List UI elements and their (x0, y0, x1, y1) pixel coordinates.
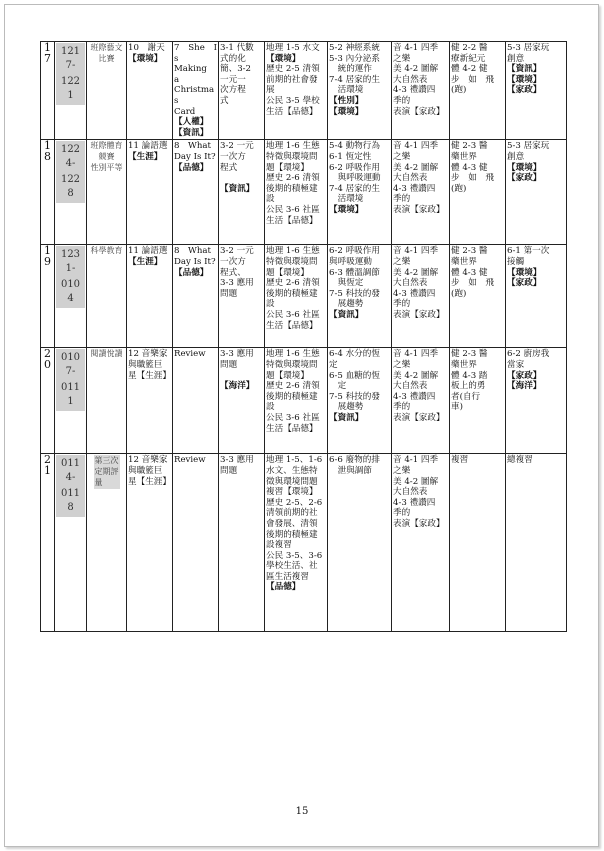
tech-cell (506, 245, 567, 348)
cell-line: 後期的積極建 (266, 529, 318, 540)
cell-line: 3-3 應用 (220, 278, 254, 289)
cell-line: 與呼吸運動 (329, 256, 372, 267)
cell-line: 【環境】 (329, 204, 364, 215)
cell-line: 表演【家政】 (393, 412, 445, 423)
event-text (88, 141, 125, 173)
cell-line: 藥世界 (451, 256, 477, 267)
cell-line: 水文、生態特 (266, 465, 318, 476)
cell-line: (跑) (451, 85, 467, 96)
event-text (94, 455, 120, 489)
school-event (87, 140, 127, 245)
cell-line: 地理 1-5 水文 (266, 43, 320, 53)
week-row (41, 245, 567, 348)
cell-line: 歷史 2-6 清領 (266, 278, 320, 289)
social-cell (265, 245, 328, 348)
cell-line: 【資訊】 (329, 412, 364, 423)
week-row (41, 454, 567, 632)
cell-line: 5-3 居家玩 (507, 141, 550, 152)
cell-line: 地理 1-6 生態 (266, 141, 320, 152)
cell-line: 當家 (507, 359, 525, 370)
cell-line: 6-2 呼吸作用 (329, 246, 380, 257)
math-cell (219, 245, 265, 348)
date-line: 0114- (60, 458, 81, 484)
cell-line: 藥世界 (451, 151, 477, 162)
cell-line: 【環境】 (128, 53, 163, 64)
health-cell (450, 348, 506, 454)
date-line: 1224- (60, 144, 81, 170)
date-range (55, 245, 87, 348)
tech-cell (506, 140, 567, 245)
cell-line: 之樂 (393, 465, 411, 476)
math-cell (219, 42, 265, 140)
cell-line: 5-3 內分泌系 (329, 53, 380, 64)
social-cell (265, 348, 328, 454)
cell-line: 之樂 (393, 359, 411, 370)
cell-line: 表演【家政】 (393, 309, 445, 320)
cell-line: 生活【品德】 (266, 106, 318, 117)
cell-line: 4-3 禮讚四 (393, 288, 436, 299)
science-cell (328, 140, 392, 245)
cell-line: Christmas (174, 85, 215, 106)
cell-line: 【環境】 (329, 106, 364, 117)
date-highlight (56, 141, 85, 203)
arts-cell (392, 454, 450, 632)
arts-cell (392, 245, 450, 348)
cell-line: 7-4 居家的生 (329, 74, 380, 85)
cell-line: 【環境】 (266, 53, 301, 64)
cell-line: 7 She Is (174, 43, 217, 64)
cell-line: 7-5 科技的發 (329, 288, 380, 299)
cell-line: 【人權】 (174, 117, 209, 128)
cell-line: (跑) (451, 183, 467, 194)
cell-line: 區生活複習 (266, 571, 309, 582)
week-number: 21 (41, 454, 55, 632)
cell-line: 【海洋】 (507, 381, 542, 392)
cell-line: 5-2 神經系統 (329, 43, 380, 53)
english-cell (173, 42, 219, 140)
cell-line: 3-2 一元 (220, 141, 254, 152)
cell-line: 【環境】 (507, 74, 542, 85)
cell-line: Day Is It? (174, 256, 216, 267)
event-line: 科學教育 (90, 246, 123, 256)
tech-cell (506, 348, 567, 454)
cell-line: 題【環境】 (266, 162, 309, 173)
cell-line: 之樂 (393, 151, 411, 162)
cell-line: 6-1 恆定性 (329, 151, 372, 162)
page-number: 15 (295, 806, 309, 817)
health-cell (450, 42, 506, 140)
event-text (88, 246, 125, 257)
cell-line: 【品德】 (266, 582, 301, 593)
cell-line: 定 (329, 359, 338, 370)
cell-line: 接觸 (507, 256, 525, 267)
date-line: 0107- (60, 352, 81, 378)
date-line: 1231- (60, 249, 81, 275)
cell-line: 題【環境】 (266, 370, 309, 381)
event-line: 量 (94, 477, 103, 487)
cell-line: 與呼吸運動 (329, 173, 381, 184)
math-cell (219, 348, 265, 454)
cell-line: 3-3 應用 (220, 349, 254, 360)
cell-line: 複習 (451, 455, 469, 466)
cell-line: 美 4-2 圖解 (393, 267, 439, 278)
cell-line: 5-4 動物行為 (329, 141, 380, 152)
cell-line: 創意 (507, 151, 525, 162)
cell-line: 創意 (507, 53, 525, 64)
cell-line: 展趨勢 (329, 402, 364, 413)
cell-line: 音 4-1 四季 (393, 455, 439, 466)
cell-line: 6-1 第一次 (507, 246, 550, 257)
cell-line: 步 如 飛 (451, 173, 494, 184)
school-event (87, 42, 127, 140)
cell-line: 5-3 居家玩 (507, 43, 550, 53)
event-line: 第三次 (94, 456, 119, 466)
cell-line: 6-2 廚房我 (507, 349, 550, 360)
cell-line: 【家政】 (507, 85, 542, 96)
event-line: 定期評 (94, 466, 119, 476)
cell-line: 美 4-2 圖解 (393, 476, 439, 487)
week-row (41, 348, 567, 454)
cell-line: 健 2-2 醫 (451, 43, 488, 53)
cell-line: 歷史 2-5、2-6 (266, 497, 323, 508)
date-line: 1217- (60, 46, 81, 71)
cell-line: 展趨勢 (329, 299, 364, 310)
cell-line (220, 371, 263, 382)
cell-line: 車) (451, 402, 463, 413)
cell-line: 設 (266, 194, 275, 205)
cell-line: 【生涯】 (128, 256, 163, 267)
cell-line: 音 4-1 四季 (393, 349, 439, 360)
cell-line: 6-6 廢物的排 (329, 455, 380, 466)
cell-line: 後期的積極建 (266, 183, 318, 194)
cell-line: 一次方 (220, 256, 246, 267)
chinese-cell (127, 454, 173, 632)
cell-line: 12 音樂家 (128, 455, 168, 466)
cell-line: 【品德】 (174, 162, 209, 173)
cell-line: 設 (266, 299, 275, 310)
cell-line: 生活【品德】 (266, 215, 318, 226)
science-cell (328, 454, 392, 632)
cell-line: 後期的積極建 (266, 391, 318, 402)
date-highlight (56, 349, 85, 411)
cell-line: 【資訊】 (329, 309, 364, 320)
date-line: 1228 (60, 174, 81, 200)
arts-cell (392, 140, 450, 245)
chinese-cell (127, 245, 173, 348)
arts-cell (392, 42, 450, 140)
cell-line: 療新紀元 (451, 53, 486, 64)
english-cell (173, 245, 219, 348)
cell-line: 與職籃巨 (128, 359, 163, 370)
cell-line: 12 音樂家 (128, 349, 168, 360)
cell-line: 8 What (174, 246, 212, 257)
event-line: 班際體育 (90, 141, 123, 151)
cell-line: (跑) (451, 288, 467, 299)
english-cell (173, 140, 219, 245)
date-line: 0104 (60, 279, 81, 305)
date-range (55, 140, 87, 245)
chinese-cell (127, 140, 173, 245)
date-line: 1221 (60, 76, 81, 101)
cell-line: 之樂 (393, 53, 411, 64)
cell-line: 體 4-2 健 (451, 64, 488, 75)
school-event (87, 454, 127, 632)
cell-line: 公民 3-6 社區 (266, 309, 320, 320)
cell-line: 程式、 (220, 267, 246, 278)
date-range (55, 348, 87, 454)
cell-line: 會發展、清領 (266, 518, 318, 529)
cell-line: 展 (266, 85, 275, 96)
cell-line: 總複習 (507, 455, 533, 466)
cell-line: 11 論語選 (128, 246, 168, 257)
cell-line: 活環境 (329, 85, 364, 96)
cell-line: 體 4-3 健 (451, 162, 488, 173)
cell-line: 板上的勇 (451, 381, 486, 392)
tech-cell (506, 42, 567, 140)
cell-line: 大自然表 (393, 487, 428, 498)
date-highlight (56, 43, 85, 105)
date-highlight (56, 246, 85, 308)
cell-line: 與恆定 (329, 278, 364, 289)
cell-line: 式 (220, 95, 229, 106)
cell-line: 學校生活、社 (266, 561, 318, 572)
cell-line: 泄與調節 (329, 465, 372, 476)
cell-line: 7-5 科技的發 (329, 391, 380, 402)
cell-line: 4-3 禮讚四 (393, 85, 436, 96)
cell-line: 表演【家政】 (393, 204, 445, 215)
social-cell (265, 140, 328, 245)
event-text (88, 349, 125, 360)
school-event (87, 245, 127, 348)
cell-line: 之樂 (393, 256, 411, 267)
cell-line: 【資訊】 (174, 127, 209, 138)
tech-cell (506, 454, 567, 632)
cell-line: 歷史 2-6 清領 (266, 173, 320, 184)
cell-line: 設複習 (266, 540, 292, 551)
date-line: 0111 (60, 382, 81, 408)
cell-line: 一元一 (220, 74, 246, 85)
cell-line: 【家政】 (507, 370, 542, 381)
cell-line: 大自然表 (393, 173, 428, 184)
week-row (41, 42, 567, 140)
science-cell (328, 348, 392, 454)
week-row (41, 140, 567, 245)
date-line: 0118 (60, 488, 81, 514)
cell-line: Review (174, 349, 206, 360)
cell-line: 10 謝天 (128, 43, 165, 53)
cell-line: 【海洋】 (220, 381, 255, 392)
cell-line: 生活【品德】 (266, 320, 318, 331)
cell-line: 活環境 (329, 194, 364, 205)
cell-line: 步 如 飛 (451, 278, 494, 289)
english-cell (173, 454, 219, 632)
cell-line: 季的 (393, 95, 411, 106)
cell-line: 6-2 呼吸作用 (329, 162, 380, 173)
cell-line: 地理 1-5、1-6 (266, 455, 323, 466)
cell-line: 統的運作 (329, 64, 372, 75)
cell-line: 季的 (393, 194, 411, 205)
cell-line: 歷史 2-5 清領 (266, 64, 320, 75)
cell-line: 複習【環境】 (266, 487, 318, 498)
arts-cell (392, 348, 450, 454)
cell-line: 生活【品德】 (266, 423, 318, 434)
event-text (88, 43, 125, 64)
cell-line: 【環境】 (507, 162, 542, 173)
cell-line: 問題 (220, 288, 238, 299)
cell-line: 特徵與環境問 (266, 359, 318, 370)
school-event (87, 348, 127, 454)
social-cell (265, 42, 328, 140)
cell-line: 3-2 一元 (220, 246, 254, 257)
cell-line: 歷史 2-6 清領 (266, 381, 320, 392)
cell-line: 者(自行 (451, 391, 481, 402)
event-line: 班際藝文 (90, 43, 123, 52)
event-line: 競賽 (98, 151, 115, 161)
cell-line: 美 4-2 圖解 (393, 64, 439, 75)
cell-line: 星【生涯】 (128, 370, 171, 381)
cell-line: 公民 3-6 社區 (266, 412, 320, 423)
cell-line: 問題 (220, 465, 238, 476)
science-cell (328, 245, 392, 348)
cell-line: 6-3 體溫調節 (329, 267, 380, 278)
math-cell (219, 140, 265, 245)
cell-line: 前期的社會發 (266, 74, 318, 85)
cell-line: 【性別】 (329, 95, 364, 106)
health-cell (450, 140, 506, 245)
cell-line: 6-5 血糖的恆 (329, 370, 380, 381)
cell-line: 【品德】 (174, 267, 209, 278)
health-cell (450, 245, 506, 348)
cell-line: Review (174, 455, 206, 466)
english-cell (173, 348, 219, 454)
event-line: 閱讀悅讀 (90, 349, 123, 359)
cell-line: 大自然表 (393, 74, 428, 85)
cell-line: 表演【家政】 (393, 106, 445, 117)
cell-line: 11 論語選 (128, 141, 168, 152)
cell-line: 季的 (393, 299, 411, 310)
cell-line: 特徵與環境問 (266, 256, 318, 267)
cell-line: 公民 3-6 社區 (266, 204, 320, 215)
cell-line: 季的 (393, 402, 411, 413)
cell-line: 步 如 飛 (451, 74, 494, 85)
cell-line: 體 4-3 健 (451, 267, 488, 278)
cell-line: 星【生涯】 (128, 476, 171, 487)
cell-line: 【家政】 (507, 278, 542, 289)
cell-line: 大自然表 (393, 278, 428, 289)
cell-line: 美 4-2 圖解 (393, 370, 439, 381)
cell-line: 特徵與環境問 (266, 151, 318, 162)
science-cell (328, 42, 392, 140)
cell-line: 設 (266, 402, 275, 413)
cell-line: 美 4-2 圖解 (393, 162, 439, 173)
cell-line: 地理 1-6 生態 (266, 246, 320, 257)
chinese-cell (127, 42, 173, 140)
cell-line: 4-3 禮讚四 (393, 391, 436, 402)
cell-line: 簡、3-2 (220, 64, 252, 75)
week-number: 20 (41, 348, 55, 454)
week-number: 18 (41, 140, 55, 245)
cell-line: Card (174, 106, 196, 117)
cell-line: 式的化 (220, 53, 246, 64)
cell-line: 音 4-1 四季 (393, 43, 439, 53)
cell-line: 公民 3-5 學校 (266, 95, 320, 106)
date-highlight (56, 455, 85, 517)
cell-line: 健 2-3 醫 (451, 349, 488, 360)
cell-line: 【資訊】 (220, 183, 255, 194)
health-cell (450, 454, 506, 632)
cell-line: 次方程 (220, 85, 246, 96)
cell-line: 健 2-3 醫 (451, 141, 488, 152)
cell-line: Day Is It? (174, 151, 216, 162)
math-cell (219, 454, 265, 632)
cell-line: 【生涯】 (128, 151, 163, 162)
cell-line: 徵與環境問題 (266, 476, 318, 487)
cell-line: 【家政】 (507, 173, 542, 184)
cell-line: 8 What (174, 141, 212, 152)
event-line: 性別平等 (90, 162, 123, 172)
cell-line: 程式 (220, 162, 238, 173)
cell-line: 清領前期的社 (266, 508, 318, 519)
cell-line: 4-3 禮讚四 (393, 497, 436, 508)
date-range (55, 454, 87, 632)
schedule-body (41, 42, 567, 632)
cell-line: 【資訊】 (507, 64, 542, 75)
cell-line: 【環境】 (507, 267, 542, 278)
week-number: 19 (41, 245, 55, 348)
cell-line: 公民 3-5、3-6 (266, 550, 323, 561)
chinese-cell (127, 348, 173, 454)
cell-line: 7-4 居家的生 (329, 183, 380, 194)
event-line: 比賽 (98, 53, 115, 63)
week-number: 17 (41, 42, 55, 140)
schedule-table (40, 41, 567, 632)
cell-line: 一次方 (220, 151, 246, 162)
cell-line: 3-1 代數 (220, 43, 254, 53)
cell-line: 季的 (393, 508, 411, 519)
cell-line: 體 4-3 踏 (451, 370, 488, 381)
cell-line: 後期的積極建 (266, 288, 318, 299)
cell-line: 3-3 應用 (220, 455, 254, 466)
cell-line: 藥世界 (451, 359, 477, 370)
cell-line: Making a (174, 64, 216, 85)
date-range (55, 42, 87, 140)
cell-line: 大自然表 (393, 381, 428, 392)
cell-line (220, 173, 263, 184)
cell-line: 健 2-3 醫 (451, 246, 488, 257)
cell-line: 問題 (220, 359, 238, 370)
social-cell (265, 454, 328, 632)
cell-line: 音 4-1 四季 (393, 141, 439, 152)
cell-line: 地理 1-6 生態 (266, 349, 320, 360)
cell-line: 定 (329, 381, 347, 392)
cell-line: 4-3 禮讚四 (393, 183, 436, 194)
cell-line: 與職籃巨 (128, 465, 163, 476)
cell-line: 表演【家政】 (393, 518, 445, 529)
cell-line: 6-4 水分的恆 (329, 349, 380, 360)
cell-line: 音 4-1 四季 (393, 246, 439, 257)
cell-line: 題【環境】 (266, 267, 309, 278)
